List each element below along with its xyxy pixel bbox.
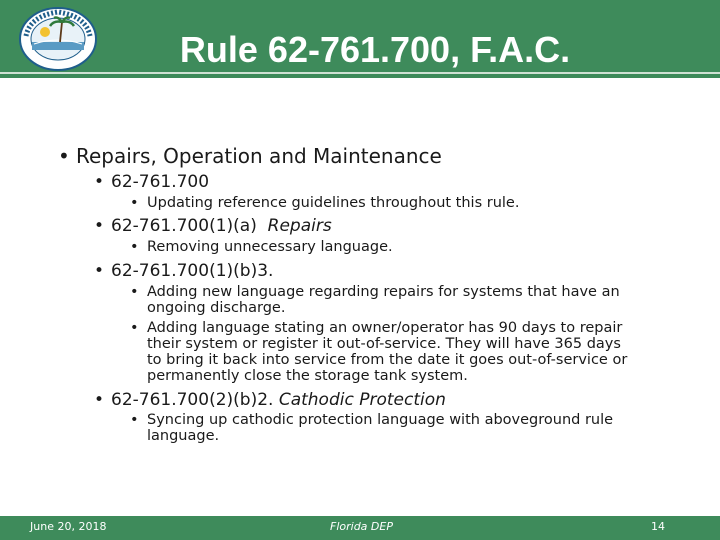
bullet-level3-line: Adding language stating an owner/operator has 90 days to repair — [147, 320, 623, 336]
bullet-level2 — [111, 216, 332, 236]
rule-number: 62-761.700(1)(a) — [111, 216, 257, 236]
bullet-level3-line: language. — [147, 428, 220, 444]
bullet-dot: • — [130, 239, 139, 255]
page-title: Rule 62-761.700, F.A.C. — [179, 29, 571, 70]
bullet-level2: 62-761.700 — [111, 172, 210, 192]
bullet-level2 — [111, 390, 446, 410]
bullet-dot: • — [58, 144, 70, 168]
bullet-dot: • — [94, 172, 105, 192]
bullet-level3-line: their system or register it out-of-service. They will have 365 days — [147, 336, 621, 352]
bullet-level3: Updating reference guidelines throughout this rule. — [147, 195, 520, 211]
slide-body — [0, 78, 720, 516]
page-number: 14 — [651, 520, 665, 533]
bullet-level2: 62-761.700(1)(b)3. — [111, 261, 274, 281]
bullet-dot: • — [94, 390, 105, 410]
bullet-level3-line: ongoing discharge. — [147, 300, 286, 316]
bullet-level3-line: permanently close the storage tank system. — [147, 368, 468, 384]
bullet-dot: • — [130, 195, 139, 211]
bullet-level3-line: Syncing up cathodic protection language with aboveground rule — [147, 412, 614, 428]
rule-topic: Cathodic Protection — [278, 390, 446, 410]
footer-bar — [0, 516, 720, 540]
rule-topic: Repairs — [267, 216, 332, 236]
title-bar — [0, 0, 720, 78]
bullet-dot: • — [94, 261, 105, 281]
rule-number: 62-761.700(2)(b)2. — [111, 390, 274, 410]
bullet-level3-line: Adding new language regarding repairs for systems that have an — [147, 284, 620, 300]
bullet-dot: • — [94, 216, 105, 236]
bullet-dot: • — [130, 412, 139, 428]
footer-date: June 20, 2018 — [30, 520, 107, 533]
bullet-level3: Removing unnecessary language. — [147, 239, 393, 255]
bullet-level3-line: to bring it back into service from the date it goes out-of-service or — [147, 352, 628, 368]
bullet-dot: • — [130, 284, 139, 300]
bullet-dot: • — [130, 320, 139, 336]
bullet-level1: Repairs, Operation and Maintenance — [76, 144, 442, 168]
footer-organization: Florida DEP — [330, 520, 393, 533]
